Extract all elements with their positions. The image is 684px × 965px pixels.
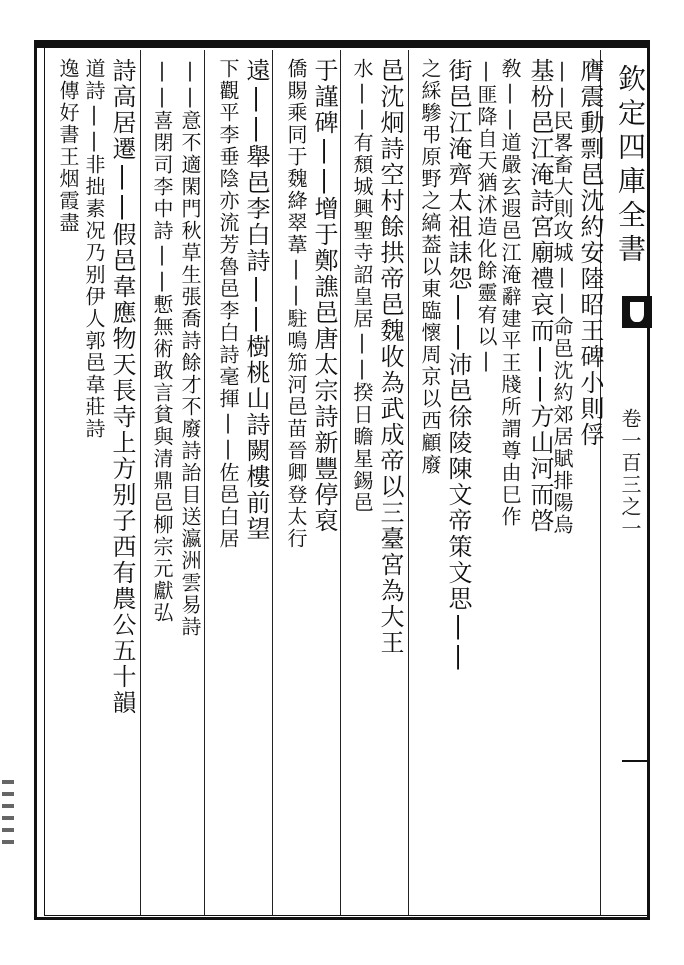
text-column: 詩高居遷||假邑韋應物天長寺上方别子西有農公五十韻 xyxy=(108,58,136,716)
text-column: 基枌邑江淹詩宮廟禮哀而||方山河而啓 xyxy=(526,58,554,534)
text-column: 邑沈炯詩空村餘拱帝邑魏收為武成帝以三臺宮為大王 xyxy=(376,58,404,656)
text-column: 僑賜乘同于魏絳翠葦||駐鳴笳河邑苗晉卿登太行 xyxy=(284,58,308,550)
book-title: 欽定四庫全書 xyxy=(614,64,647,268)
binding-edge xyxy=(0,0,20,965)
column-rule xyxy=(408,50,409,915)
text-column: 水||有頹城興聖寺詔皇居||揆日瞻星錫邑 xyxy=(350,58,374,514)
text-column: 道詩||非拙素况乃别伊人郭邑韋莊詩 xyxy=(82,58,106,440)
text-column: 之綵驂弔原野之縞葢以東臨懷周京以西顧廢 xyxy=(418,58,442,476)
column-rule xyxy=(204,50,205,915)
text-column: |匪降自天猶沭造化餘靈宥以| xyxy=(474,58,498,374)
text-column: 街邑江淹齊太祖誄怨||沛邑徐陵陳文帝策文思|| xyxy=(444,58,472,672)
text-column: 遠||舉邑李白詩||樹桃山詩闕樓前望 xyxy=(242,58,270,542)
volume-label: 卷一百三之一 xyxy=(618,408,642,540)
text-column: 逸傳好書王烟霞盡 xyxy=(56,58,80,234)
fishtail-mark xyxy=(622,296,652,328)
column-rule xyxy=(272,50,273,915)
fishtail-line xyxy=(622,760,648,762)
text-column: ||喜閉司李中詩||慙無術敢言貧與清鼎邑柳宗元獻弘 xyxy=(150,58,174,624)
column-rule xyxy=(140,50,141,915)
text-column: 于謹碑||增于鄭譙邑唐太宗詩新豐停裒 xyxy=(310,58,338,534)
text-column: ||意不適閑門秋草生張喬詩餘才不廢詩詒目送瀛洲雲易詩 xyxy=(178,58,202,638)
text-column: 膺震動剽邑沈約安陸昭王碑小則俘 xyxy=(576,58,604,448)
text-column: ||民畧畜大則攻城||命邑沈約郊居賦排陽烏 xyxy=(550,58,574,536)
text-column: 敎||道嚴玄遐邑江淹辭建平王牋所謂尊由巳作 xyxy=(498,58,522,528)
text-column: 下觀平李垂陰亦流芳魯邑李白詩毫揮||佐邑白居 xyxy=(216,58,240,550)
column-rule xyxy=(340,50,341,915)
